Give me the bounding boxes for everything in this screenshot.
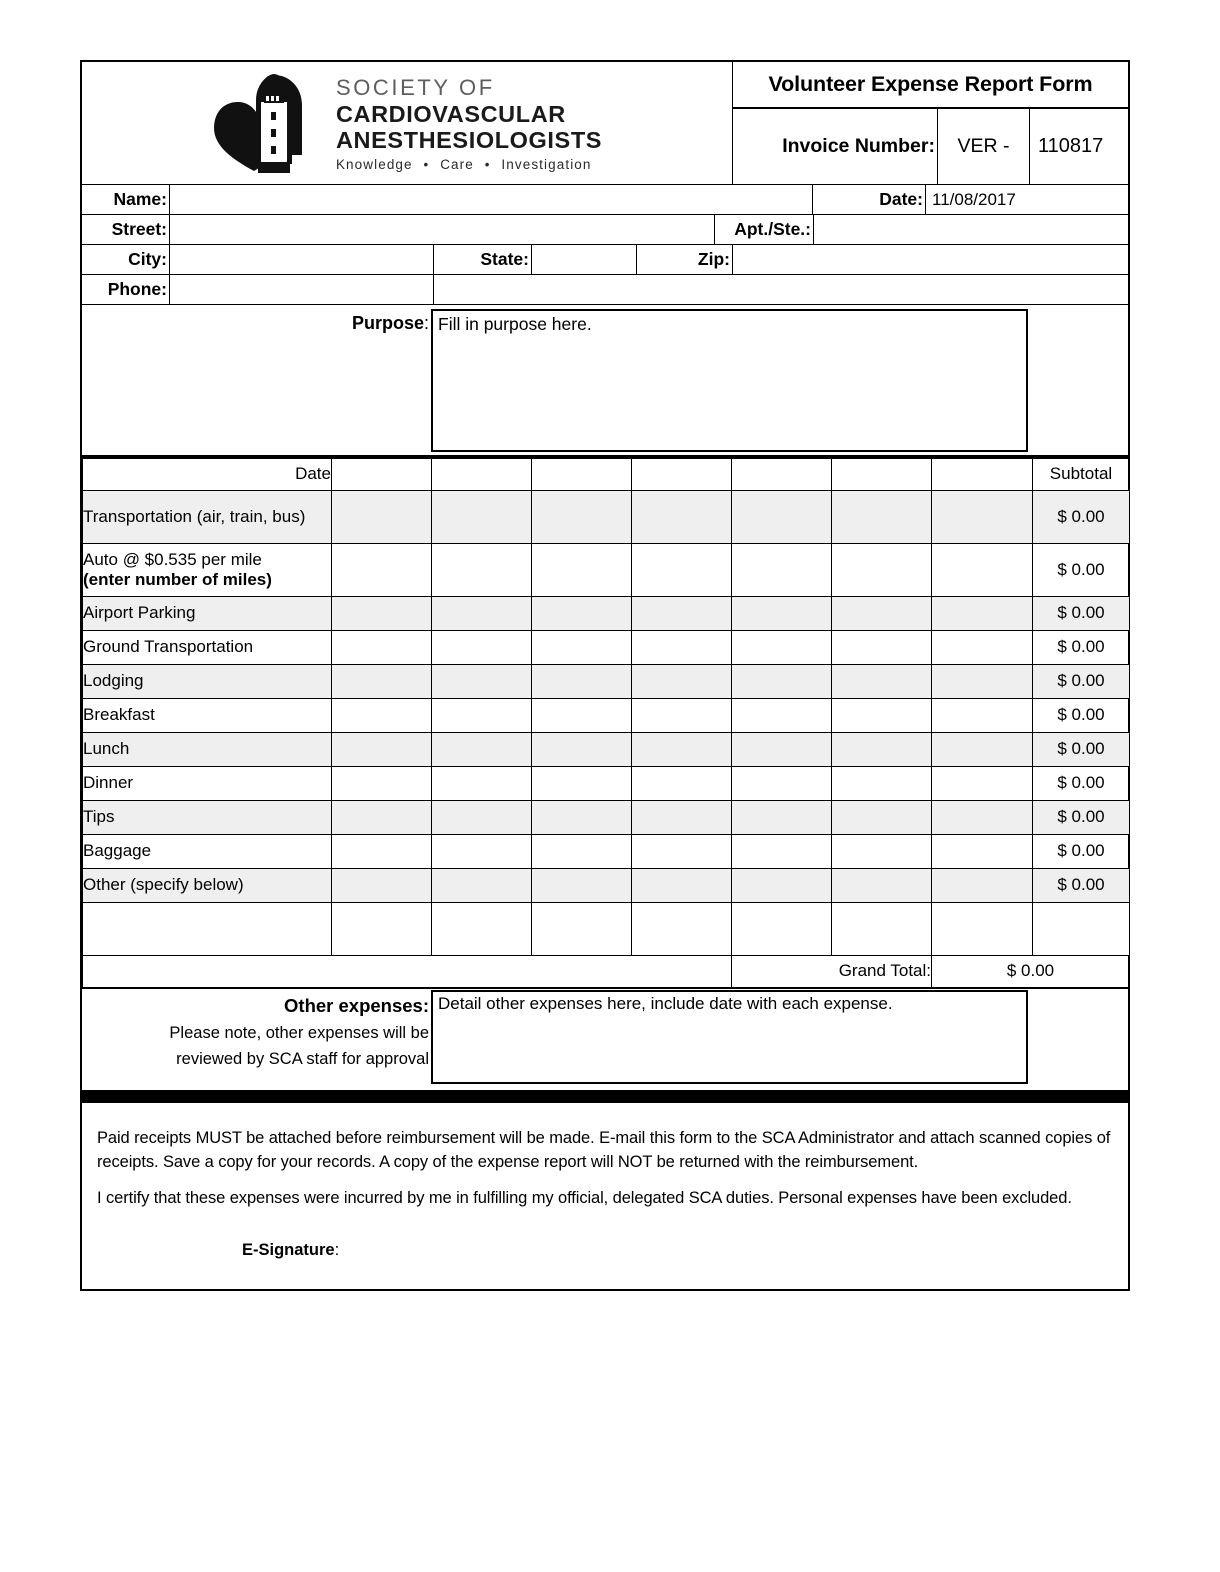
- cell-lunch-day-5[interactable]: [732, 732, 832, 766]
- cell-other-day-1[interactable]: [332, 868, 432, 902]
- table-row: [83, 902, 1130, 955]
- cell-breakfast-day-5[interactable]: [732, 698, 832, 732]
- tagline-care: Care: [440, 157, 474, 173]
- cell-airport-parking-day-2[interactable]: [432, 596, 532, 630]
- cell-baggage-day-2[interactable]: [432, 834, 532, 868]
- cell-ground-transportation-day-3[interactable]: [532, 630, 632, 664]
- cell-tips-day-7[interactable]: [932, 800, 1033, 834]
- tagline-investigation: Investigation: [501, 157, 592, 173]
- row-label-blank[interactable]: [83, 902, 332, 955]
- sca-logo-text: [336, 76, 602, 172]
- esignature-label: E-Signature: [242, 1240, 335, 1259]
- cell-blank-day-6[interactable]: [832, 902, 932, 955]
- subtotal-transportation: $ 0.00: [1033, 490, 1130, 543]
- cell-dinner-day-4[interactable]: [632, 766, 732, 800]
- table-row: [83, 664, 1130, 698]
- tagline-knowledge: Knowledge: [335, 157, 413, 173]
- cell-tips-day-6[interactable]: [832, 800, 932, 834]
- subtotal-tips: $ 0.00: [1033, 800, 1130, 834]
- other-expenses-label-block: [82, 993, 430, 1073]
- phone-row: [82, 275, 1128, 305]
- cell-auto-day-5[interactable]: [732, 543, 832, 596]
- purpose-section: [82, 305, 1128, 457]
- cell-lunch-day-2[interactable]: [432, 732, 532, 766]
- cell-transportation-day-7[interactable]: [932, 490, 1033, 543]
- cell-tips-day-5[interactable]: [732, 800, 832, 834]
- table-row: [83, 732, 1130, 766]
- other-expenses-title: Other expenses:: [284, 995, 429, 1016]
- sca-logo-cell: [82, 62, 733, 184]
- cell-ground-transportation-day-5[interactable]: [732, 630, 832, 664]
- cell-other-day-6[interactable]: [832, 868, 932, 902]
- logo-line-anesthesiologists: ANESTHESIOLOGISTS: [335, 127, 603, 154]
- table-row: [83, 543, 1130, 596]
- table-row: [83, 630, 1130, 664]
- cell-dinner-day-7[interactable]: [932, 766, 1033, 800]
- street-apt-row: [82, 215, 1128, 245]
- row-label-transportation: Transportation (air, train, bus): [83, 490, 332, 543]
- table-row: [83, 868, 1130, 902]
- heart-lighthouse-icon: [212, 72, 322, 177]
- auto-mileage-note-text: (enter number of miles): [83, 569, 272, 589]
- phone-row-filler: [434, 275, 1128, 304]
- column-header-date: Date: [83, 458, 332, 490]
- cell-tips-day-1[interactable]: [332, 800, 432, 834]
- other-expenses-textarea[interactable]: Detail other expenses here, include date with each expense.: [431, 990, 1028, 1084]
- cell-blank-day-5[interactable]: [732, 902, 832, 955]
- other-expenses-note-line-2: reviewed by SCA staff for approval: [176, 1050, 429, 1069]
- cell-dinner-day-1[interactable]: [332, 766, 432, 800]
- column-header-subtotal: Subtotal: [1033, 458, 1130, 490]
- cell-airport-parking-day-4[interactable]: [632, 596, 732, 630]
- cell-blank-day-3[interactable]: [532, 902, 632, 955]
- street-input[interactable]: [169, 215, 715, 244]
- cell-lunch-day-4[interactable]: [632, 732, 732, 766]
- invoice-label-colon: :: [928, 135, 935, 157]
- form-header: [82, 62, 1128, 185]
- cell-other-day-3[interactable]: [532, 868, 632, 902]
- date-input[interactable]: 11/08/2017: [925, 185, 1128, 214]
- cell-other-day-4[interactable]: [632, 868, 732, 902]
- subtotal-blank: [1033, 902, 1130, 955]
- phone-label: Phone:: [107, 279, 167, 299]
- logo-line-cardiovascular: CARDIOVASCULAR: [335, 100, 566, 127]
- cell-transportation-day-5[interactable]: [732, 490, 832, 543]
- purpose-label-colon: :: [423, 313, 429, 333]
- column-header-day-5[interactable]: [732, 458, 832, 490]
- name-label: Name:: [113, 189, 167, 209]
- expense-report-form: [80, 60, 1130, 1291]
- form-title-block: [733, 62, 1128, 184]
- cell-dinner-day-3[interactable]: [532, 766, 632, 800]
- cell-ground-transportation-day-7[interactable]: [932, 630, 1033, 664]
- row-label-lodging: Lodging: [83, 664, 332, 698]
- grand-total-value: $ 0.00: [932, 955, 1130, 988]
- cell-airport-parking-day-6[interactable]: [832, 596, 932, 630]
- row-label-lunch: Lunch: [83, 732, 332, 766]
- table-row: [83, 596, 1130, 630]
- state-label: State:: [480, 249, 529, 269]
- subtotal-lunch: $ 0.00: [1033, 732, 1130, 766]
- cell-airport-parking-day-3[interactable]: [532, 596, 632, 630]
- cell-breakfast-day-7[interactable]: [932, 698, 1033, 732]
- cell-ground-transportation-day-4[interactable]: [632, 630, 732, 664]
- logo-line-society: SOCIETY OF: [335, 74, 495, 100]
- cell-blank-day-4[interactable]: [632, 902, 732, 955]
- cell-transportation-day-4[interactable]: [632, 490, 732, 543]
- other-expenses-section: [82, 989, 1128, 1092]
- row-label-auto-mileage: [83, 543, 332, 596]
- cell-auto-day-6[interactable]: [832, 543, 932, 596]
- subtotal-auto-mileage: $ 0.00: [1033, 543, 1130, 596]
- cell-breakfast-day-6[interactable]: [832, 698, 932, 732]
- cell-breakfast-day-1[interactable]: [332, 698, 432, 732]
- table-row: [83, 698, 1130, 732]
- name-input[interactable]: [169, 185, 813, 214]
- city-label: City:: [128, 249, 167, 269]
- subtotal-other: $ 0.00: [1033, 868, 1130, 902]
- cell-transportation-day-2[interactable]: [432, 490, 532, 543]
- cell-auto-day-2[interactable]: [432, 543, 532, 596]
- cell-dinner-day-6[interactable]: [832, 766, 932, 800]
- expense-table-body: [83, 458, 1130, 988]
- row-label-baggage: Baggage: [83, 834, 332, 868]
- cell-other-day-5[interactable]: [732, 868, 832, 902]
- cell-airport-parking-day-7[interactable]: [932, 596, 1033, 630]
- cell-dinner-day-5[interactable]: [732, 766, 832, 800]
- column-header-day-4[interactable]: [632, 458, 732, 490]
- cell-blank-day-1[interactable]: [332, 902, 432, 955]
- esignature-colon: :: [334, 1240, 340, 1259]
- invoice-row: [733, 109, 1128, 184]
- cell-breakfast-day-4[interactable]: [632, 698, 732, 732]
- cell-ground-transportation-day-2[interactable]: [432, 630, 532, 664]
- cell-transportation-day-6[interactable]: [832, 490, 932, 543]
- row-label-airport-parking: Airport Parking: [83, 596, 332, 630]
- cell-lodging-day-7[interactable]: [932, 664, 1033, 698]
- table-row: [83, 766, 1130, 800]
- expense-table: [82, 457, 1130, 989]
- column-header-day-7[interactable]: [932, 458, 1033, 490]
- cell-baggage-day-4[interactable]: [632, 834, 732, 868]
- logo-tagline: [336, 157, 602, 172]
- phone-input[interactable]: [169, 275, 434, 304]
- cell-airport-parking-day-1[interactable]: [332, 596, 432, 630]
- cell-ground-transportation-day-6[interactable]: [832, 630, 932, 664]
- expense-table-header-row: [83, 458, 1130, 490]
- zip-input[interactable]: [732, 245, 1128, 274]
- name-date-row: [82, 185, 1128, 215]
- purpose-label-text: Purpose: [351, 313, 424, 333]
- invoice-label-text: Invoice Number: [782, 135, 929, 157]
- zip-label: Zip:: [697, 249, 730, 269]
- cell-airport-parking-day-5[interactable]: [732, 596, 832, 630]
- auto-mileage-rate-text: Auto @ $0.535 per mile: [83, 549, 262, 569]
- cell-transportation-day-1[interactable]: [332, 490, 432, 543]
- cell-baggage-day-6[interactable]: [832, 834, 932, 868]
- city-state-zip-row: [82, 245, 1128, 275]
- row-label-ground-transportation: Ground Transportation: [83, 630, 332, 664]
- section-divider: [82, 1092, 1128, 1103]
- cell-lodging-day-5[interactable]: [732, 664, 832, 698]
- cell-breakfast-day-3[interactable]: [532, 698, 632, 732]
- cell-lodging-day-3[interactable]: [532, 664, 632, 698]
- cell-lodging-day-6[interactable]: [832, 664, 932, 698]
- invoice-number-field[interactable]: 110817: [1038, 135, 1104, 157]
- page-title: Volunteer Expense Report Form: [733, 62, 1128, 109]
- row-label-tips: Tips: [83, 800, 332, 834]
- street-label: Street:: [111, 219, 167, 239]
- city-input[interactable]: [169, 245, 434, 274]
- cell-baggage-day-3[interactable]: [532, 834, 632, 868]
- cell-ground-transportation-day-1[interactable]: [332, 630, 432, 664]
- cell-transportation-day-3[interactable]: [532, 490, 632, 543]
- row-label-breakfast: Breakfast: [83, 698, 332, 732]
- subtotal-breakfast: $ 0.00: [1033, 698, 1130, 732]
- apt-input[interactable]: [813, 215, 1128, 244]
- esignature-row: [97, 1241, 1113, 1260]
- cell-auto-day-3[interactable]: [532, 543, 632, 596]
- purpose-textarea[interactable]: Fill in purpose here.: [431, 309, 1028, 452]
- invoice-number-label: [733, 109, 937, 184]
- subtotal-lodging: $ 0.00: [1033, 664, 1130, 698]
- cell-other-day-2[interactable]: [432, 868, 532, 902]
- cell-lodging-day-1[interactable]: [332, 664, 432, 698]
- subtotal-airport-parking: $ 0.00: [1033, 596, 1130, 630]
- cell-auto-day-7[interactable]: [932, 543, 1033, 596]
- footer-receipts-paragraph: Paid receipts MUST be attached before reimbursement will be made. E-mail this form to the SCA Administrator and attach scanned copies of receipts. Save a copy for your records. A copy of the expense report will NOT be returned with the reimbursement.: [97, 1129, 1111, 1171]
- cell-dinner-day-2[interactable]: [432, 766, 532, 800]
- subtotal-ground-transportation: $ 0.00: [1033, 630, 1130, 664]
- column-header-day-2[interactable]: [432, 458, 532, 490]
- grand-total-spacer: [83, 955, 732, 988]
- column-header-day-6[interactable]: [832, 458, 932, 490]
- cell-lunch-day-7[interactable]: [932, 732, 1033, 766]
- subtotal-dinner: $ 0.00: [1033, 766, 1130, 800]
- grand-total-row: [83, 955, 1130, 988]
- grand-total-label: Grand Total:: [732, 955, 932, 988]
- column-header-day-1[interactable]: [332, 458, 432, 490]
- date-label: Date:: [879, 189, 923, 209]
- subtotal-baggage: $ 0.00: [1033, 834, 1130, 868]
- cell-tips-day-2[interactable]: [432, 800, 532, 834]
- sca-logo: [212, 72, 602, 177]
- row-label-other: Other (specify below): [83, 868, 332, 902]
- other-expenses-note-line-1: Please note, other expenses will be: [169, 1023, 429, 1042]
- table-row: [83, 490, 1130, 543]
- cell-lunch-day-3[interactable]: [532, 732, 632, 766]
- cell-tips-day-3[interactable]: [532, 800, 632, 834]
- footer-certification-paragraph: I certify that these expenses were incurred by me in fulfilling my official, delegated SCA duties. Personal expenses have been excluded.: [97, 1188, 1072, 1207]
- cell-blank-day-7[interactable]: [932, 902, 1033, 955]
- cell-lunch-day-1[interactable]: [332, 732, 432, 766]
- state-input[interactable]: [531, 245, 637, 274]
- cell-breakfast-day-2[interactable]: [432, 698, 532, 732]
- table-row: [83, 800, 1130, 834]
- form-footer: [82, 1103, 1128, 1289]
- invoice-prefix: VER -: [937, 109, 1030, 184]
- bullet-dot-icon: •: [423, 157, 430, 173]
- bullet-dot-icon: •: [484, 157, 491, 173]
- cell-auto-day-1[interactable]: [332, 543, 432, 596]
- cell-baggage-day-5[interactable]: [732, 834, 832, 868]
- row-label-dinner: Dinner: [83, 766, 332, 800]
- cell-lodging-day-4[interactable]: [632, 664, 732, 698]
- cell-baggage-day-7[interactable]: [932, 834, 1033, 868]
- cell-blank-day-2[interactable]: [432, 902, 532, 955]
- cell-other-day-7[interactable]: [932, 868, 1033, 902]
- purpose-label: [82, 313, 430, 334]
- table-row: [83, 834, 1130, 868]
- cell-auto-day-4[interactable]: [632, 543, 732, 596]
- cell-baggage-day-1[interactable]: [332, 834, 432, 868]
- column-header-day-3[interactable]: [532, 458, 632, 490]
- cell-tips-day-4[interactable]: [632, 800, 732, 834]
- apt-label: Apt./Ste.:: [734, 219, 811, 239]
- cell-lunch-day-6[interactable]: [832, 732, 932, 766]
- cell-lodging-day-2[interactable]: [432, 664, 532, 698]
